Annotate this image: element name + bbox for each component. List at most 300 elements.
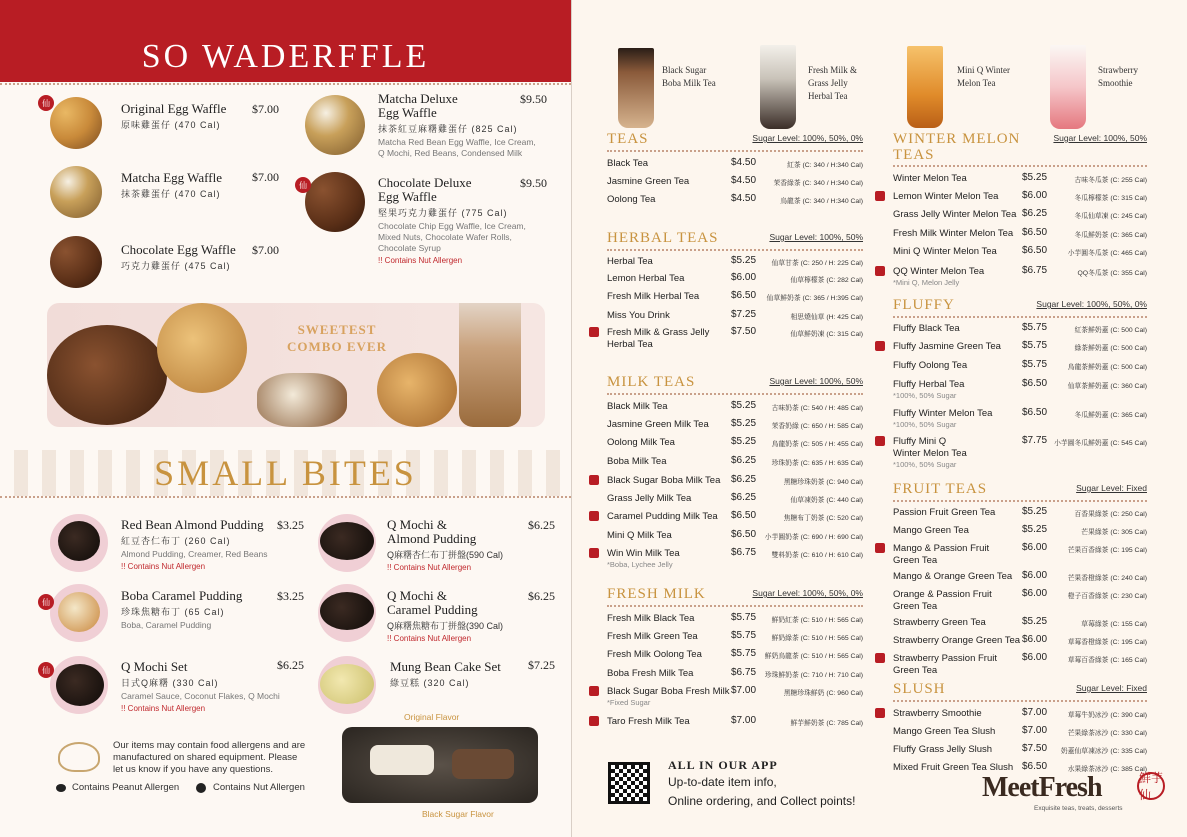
menu-item-mochi-caramel-pudding bbox=[387, 589, 527, 643]
chocolate-waffle-photo bbox=[50, 236, 102, 288]
drink-item-name: Fluffy Jasmine Green Tea bbox=[893, 341, 1001, 352]
drink-item-note: *100%, 50% Sugar bbox=[893, 420, 957, 429]
drink-item-price: $5.25 bbox=[731, 255, 757, 266]
drink-item-name: Lemon Herbal Tea bbox=[607, 273, 685, 284]
section-divider bbox=[893, 165, 1147, 167]
drink-label-line: Boba Milk Tea bbox=[662, 78, 716, 88]
item-price: $7.00 bbox=[252, 102, 279, 116]
drink-item-calories: 小芋圓冬瓜鮮奶蓋 (C: 545 Cal) bbox=[1054, 440, 1147, 447]
drink-item-price: $7.50 bbox=[731, 326, 757, 337]
sugar-level: Sugar Level: 100%, 50% bbox=[1053, 133, 1147, 143]
drink-item-calories: 冬瓜檸檬茶 (C: 315 Cal) bbox=[1074, 195, 1147, 202]
original-mochi-image bbox=[370, 745, 434, 775]
drink-item-name: Taro Fresh Milk Tea bbox=[607, 716, 690, 727]
signature-badge-icon bbox=[589, 475, 599, 485]
drink-item-calories: 綠茶鮮奶蓋 (C: 500 Cal) bbox=[1074, 345, 1147, 352]
drink-label-line: Melon Tea bbox=[957, 78, 996, 88]
signature-badge: 仙 bbox=[38, 95, 54, 111]
drink-item-name: Fluffy Oolong Tea bbox=[893, 360, 968, 371]
drink-item-price: $7.25 bbox=[731, 309, 757, 320]
drink-label-line: Fresh Milk & bbox=[808, 65, 858, 75]
item-name: Matcha Deluxe bbox=[378, 91, 458, 106]
drink-item-name: Strawberry Smoothie bbox=[893, 708, 982, 719]
drink-item-calories: 芒果綠茶 (C: 305 Cal) bbox=[1081, 529, 1147, 536]
section-title: FRESH MILK bbox=[607, 586, 706, 602]
drink-item-price: $6.25 bbox=[731, 474, 757, 485]
allergen-line2: manufactured on shared equipment. Please bbox=[113, 752, 298, 763]
drink-item-calories: 烏龍茶 (C: 340 / H:340 Cal) bbox=[780, 198, 863, 205]
drink-item-calories: 芒果百香綠茶 (C: 195 Cal) bbox=[1067, 547, 1147, 554]
combo-line2: COMBO EVER bbox=[287, 339, 387, 354]
sugar-level: Sugar Level: 100%, 50%, 0% bbox=[752, 133, 863, 143]
brand-seal: 鮮芋仙 bbox=[1139, 771, 1164, 802]
item-cn: Q麻糬杏仁布丁拼盤(590 Cal) bbox=[387, 550, 504, 560]
drink-item-name: Fluffy Winter Melon Tea bbox=[893, 408, 993, 419]
brand-logo: MeetFresh bbox=[982, 772, 1102, 803]
drink-item-name-line2: Green Tea bbox=[893, 665, 938, 676]
section-title: TEAS bbox=[607, 131, 649, 147]
nut-warning: !! Contains Nut Allergen bbox=[378, 256, 463, 265]
app-title: ALL IN OUR APP bbox=[668, 758, 778, 772]
menu-item-mung-bean-cake bbox=[390, 660, 501, 689]
drink-item-name: Fresh Milk Herbal Tea bbox=[607, 291, 700, 302]
item-desc-line2: Mixed Nuts, Chocolate Wafer Rolls, bbox=[378, 232, 512, 242]
matcha-waffle-photo bbox=[50, 166, 102, 218]
item-cn: 巧克力雞蛋仔 (475 Cal) bbox=[121, 261, 231, 271]
item-desc: Almond Pudding, Creamer, Red Beans bbox=[121, 549, 268, 559]
section-title-line2: TEAS bbox=[893, 147, 935, 163]
allergen-line1: Our items may contain food allergens and are bbox=[113, 740, 306, 751]
drink-item-calories: 相思燒仙草 (H: 425 Cal) bbox=[790, 314, 863, 321]
drink-item-price: $6.50 bbox=[731, 510, 757, 521]
drink-item-calories: 百香果綠茶 (C: 250 Cal) bbox=[1074, 511, 1147, 518]
drink-item-price: $5.75 bbox=[731, 630, 757, 641]
drink-item-calories: 仙草檸檬茶 (C: 282 Cal) bbox=[790, 277, 863, 284]
drink-item-name: Miss You Drink bbox=[607, 310, 670, 321]
section-divider bbox=[607, 605, 863, 607]
drink-item-calories: 草莓綠茶 (C: 155 Cal) bbox=[1081, 621, 1147, 628]
signature-badge: 仙 bbox=[38, 662, 54, 678]
mascot-icon bbox=[58, 742, 100, 772]
signature-badge-icon bbox=[589, 716, 599, 726]
drink-item-calories: QQ冬瓜茶 (C: 355 Cal) bbox=[1077, 270, 1147, 277]
drink-item-calories: 仙草茶鮮奶蓋 (C: 360 Cal) bbox=[1067, 383, 1147, 390]
drink-item-price: $7.00 bbox=[1022, 707, 1048, 718]
drink-item-price: $5.75 bbox=[731, 612, 757, 623]
mochi-flavors-photo bbox=[342, 727, 538, 803]
drink-item-price: $6.00 bbox=[1022, 190, 1048, 201]
menu-item-chocolate-waffle bbox=[121, 243, 236, 272]
drink-item-name: Mini Q Winter Melon Tea bbox=[893, 246, 997, 257]
drink-label-line: Smoothie bbox=[1098, 78, 1133, 88]
signature-badge-icon bbox=[875, 708, 885, 718]
app-line2: Online ordering, and Collect points! bbox=[668, 794, 856, 808]
matcha-deluxe-photo bbox=[305, 95, 365, 155]
item-cn: 紅豆杏仁布丁 (260 Cal) bbox=[121, 536, 231, 546]
drink-item-name: Passion Fruit Green Tea bbox=[893, 507, 996, 518]
drink-item-price: $7.00 bbox=[731, 715, 757, 726]
drink-item-price: $4.50 bbox=[731, 157, 757, 168]
drink-item-calories: 古味奶茶 (C: 540 / H: 485 Cal) bbox=[771, 405, 863, 412]
drink-item-calories: 橙子百香綠茶 (C: 230 Cal) bbox=[1067, 593, 1147, 600]
signature-badge: 仙 bbox=[295, 177, 311, 193]
nut-warning: !! Contains Nut Allergen bbox=[387, 634, 472, 643]
drink-item-price: $6.25 bbox=[731, 455, 757, 466]
drink-item-price: $5.25 bbox=[1022, 506, 1048, 517]
drink-item-price: $5.75 bbox=[1022, 340, 1048, 351]
drink-item-calories: 冬瓜仙草凍 (C: 245 Cal) bbox=[1074, 213, 1147, 220]
section-title: HERBAL TEAS bbox=[607, 230, 719, 246]
item-desc: Boba, Caramel Pudding bbox=[121, 620, 212, 630]
drink-label bbox=[808, 64, 857, 103]
drink-item-name: Fluffy Herbal Tea bbox=[893, 379, 965, 390]
menu-item-original-waffle bbox=[121, 102, 226, 131]
drink-item-note: *100%, 50% Sugar bbox=[893, 391, 957, 400]
drink-item-calories: 草莓百香綠茶 (C: 165 Cal) bbox=[1067, 657, 1147, 664]
drink-item-price: $4.50 bbox=[731, 193, 757, 204]
item-price: $6.25 bbox=[528, 518, 555, 532]
drink-item-name: Boba Milk Tea bbox=[607, 456, 667, 467]
item-name-line2: Egg Waffle bbox=[378, 105, 437, 120]
drink-item-name: Strawberry Green Tea bbox=[893, 617, 986, 628]
item-name: Q Mochi & bbox=[387, 588, 447, 603]
drink-item-name: Strawberry Passion Fruit bbox=[893, 653, 998, 664]
drink-item-name: Mango & Passion Fruit bbox=[893, 543, 990, 554]
app-qr-code[interactable] bbox=[608, 762, 650, 804]
signature-badge-icon bbox=[589, 511, 599, 521]
item-name: Mung Bean Cake Set bbox=[390, 659, 501, 674]
drink-item-price: $6.25 bbox=[1022, 208, 1048, 219]
peanut-allergen-label: Contains Peanut Allergen bbox=[72, 782, 180, 793]
drink-item-name: Fluffy Grass Jelly Slush bbox=[893, 744, 993, 755]
sugar-level: Sugar Level: Fixed bbox=[1076, 683, 1147, 693]
boba-caramel-pudding-photo bbox=[58, 592, 100, 632]
drink-item-calories: 仙草鮮奶茶 (C: 365 / H:395 Cal) bbox=[766, 295, 863, 302]
drink-item-calories: 焦糖布丁奶茶 (C: 520 Cal) bbox=[783, 515, 863, 522]
drink-item-calories: 小芋圓奶茶 (C: 690 / H: 690 Cal) bbox=[764, 534, 863, 541]
drink-item-note: *Mini Q, Melon Jelly bbox=[893, 278, 960, 287]
drink-label-line: Grass Jelly bbox=[808, 78, 848, 88]
drink-item-price: $4.50 bbox=[731, 175, 757, 186]
drink-item-name: Grass Jelly Winter Melon Tea bbox=[893, 209, 1017, 220]
nut-warning: !! Contains Nut Allergen bbox=[121, 704, 206, 713]
drink-item-calories: 冬瓜鮮奶茶 (C: 365 Cal) bbox=[1074, 232, 1147, 239]
drink-item-name: Fresh Milk Green Tea bbox=[607, 631, 698, 642]
drink-item-name: Fluffy Mini Q bbox=[893, 436, 947, 447]
item-price: $6.25 bbox=[277, 658, 304, 672]
original-waffle-photo bbox=[50, 97, 102, 149]
signature-badge-icon bbox=[875, 191, 885, 201]
combo-text bbox=[277, 321, 397, 355]
item-cn: 珍珠焦糖布丁 (65 Cal) bbox=[121, 607, 225, 617]
item-price: $7.00 bbox=[252, 243, 279, 257]
combo-line1: SWEETEST bbox=[297, 322, 377, 337]
sugar-level: Sugar Level: 100%, 50% bbox=[769, 232, 863, 242]
signature-badge-icon bbox=[875, 341, 885, 351]
mochi-caramel-photo bbox=[320, 592, 374, 630]
drink-item-price: $7.00 bbox=[1022, 725, 1048, 736]
drink-item-name-line2: Herbal Tea bbox=[607, 339, 653, 350]
item-cn: Q麻糬焦糖布丁拼盤(390 Cal) bbox=[387, 621, 504, 631]
drink-item-price: $7.00 bbox=[731, 685, 757, 696]
item-name: Q Mochi & bbox=[387, 517, 447, 532]
drink-item-name: Black Milk Tea bbox=[607, 401, 668, 412]
drink-item-calories: 茉香綠茶 (C: 340 / H:340 Cal) bbox=[773, 180, 863, 187]
drink-item-name-line2: Green Tea bbox=[893, 601, 938, 612]
drink-item-price: $6.25 bbox=[731, 492, 757, 503]
drink-item-calories: 古味冬瓜茶 (C: 255 Cal) bbox=[1074, 177, 1147, 184]
section-divider bbox=[607, 150, 863, 152]
drink-item-name: Jasmine Green Milk Tea bbox=[607, 419, 709, 430]
drink-item-name-line2: Winter Melon Tea bbox=[893, 448, 967, 459]
brand-tagline: Exquisite teas, treats, desserts bbox=[1034, 805, 1123, 812]
drink-item-name: Fresh Milk & Grass Jelly bbox=[607, 327, 710, 338]
drink-item-name: Fresh Milk Black Tea bbox=[607, 613, 695, 624]
drink-item-calories: 仙草甘茶 (C: 250 / H: 225 Cal) bbox=[771, 260, 863, 267]
signature-badge: 仙 bbox=[38, 594, 54, 610]
drink-item-calories: 鮮奶紅茶 (C: 510 / H: 565 Cal) bbox=[771, 617, 863, 624]
drink-item-calories: 小芋圓冬瓜茶 (C: 465 Cal) bbox=[1067, 250, 1147, 257]
q-mochi-set-photo bbox=[56, 664, 104, 706]
drink-item-note: *Boba, Lychee Jelly bbox=[607, 560, 673, 569]
item-desc-line3: Chocolate Syrup bbox=[378, 243, 441, 253]
drink-item-price: $5.25 bbox=[731, 418, 757, 429]
signature-badge-icon bbox=[589, 686, 599, 696]
item-cn: 堅果巧克力雞蛋仔 (775 Cal) bbox=[378, 208, 508, 218]
drink-item-name: Black Tea bbox=[607, 158, 649, 169]
drink-item-calories: 紅茶鮮奶蓋 (C: 500 Cal) bbox=[1074, 327, 1147, 334]
drink-item-price: $6.50 bbox=[731, 529, 757, 540]
drink-item-price: $6.50 bbox=[1022, 378, 1048, 389]
item-cn: 日式Q麻糬 (330 Cal) bbox=[121, 678, 219, 688]
item-price: $7.00 bbox=[252, 170, 279, 184]
drink-item-price: $7.50 bbox=[1022, 743, 1048, 754]
signature-badge-icon bbox=[875, 436, 885, 446]
drink-item-calories: 烏龍茶鮮奶蓋 (C: 500 Cal) bbox=[1067, 364, 1147, 371]
section-divider bbox=[893, 316, 1147, 318]
drink-item-calories: 奶蓋仙草凍冰沙 (C: 335 Cal) bbox=[1060, 748, 1147, 755]
section-title: MILK TEAS bbox=[607, 374, 696, 390]
drink-item-name: Orange & Passion Fruit bbox=[893, 589, 992, 600]
drink-item-price: $6.50 bbox=[1022, 227, 1048, 238]
drink-item-note: *Fixed Sugar bbox=[607, 698, 651, 707]
section-title: WINTER MELON bbox=[893, 131, 1021, 147]
small-bites-title: SMALL BITES bbox=[154, 453, 417, 493]
item-desc: Matcha Red Bean Egg Waffle, Ice Cream, bbox=[378, 137, 536, 147]
item-price: $3.25 bbox=[277, 518, 304, 532]
menu-item-matcha-waffle bbox=[121, 171, 222, 200]
drink-item-name: Fluffy Black Tea bbox=[893, 323, 960, 334]
item-desc: Chocolate Chip Egg Waffle, Ice Cream, bbox=[378, 221, 526, 231]
item-cn: 抹茶雞蛋仔 (470 Cal) bbox=[121, 189, 221, 199]
chocolate-deluxe-photo bbox=[305, 172, 365, 232]
item-name: Chocolate Deluxe bbox=[378, 175, 472, 190]
drink-item-price: $6.50 bbox=[1022, 407, 1048, 418]
item-price: $7.25 bbox=[528, 658, 555, 672]
drink-item-calories: 茉香奶綠 (C: 650 / H: 585 Cal) bbox=[771, 423, 863, 430]
drink-item-calories: 芒果香橙綠茶 (C: 240 Cal) bbox=[1067, 575, 1147, 582]
milk-tea-cup-image bbox=[459, 303, 521, 427]
app-line1: Up-to-date item info, bbox=[668, 775, 777, 789]
mochi-almond-photo bbox=[320, 522, 374, 560]
drink-item-name: Mango & Orange Green Tea bbox=[893, 571, 1013, 582]
drink-label bbox=[662, 64, 716, 90]
item-name: Q Mochi Set bbox=[121, 659, 188, 674]
item-price: $9.50 bbox=[520, 176, 547, 190]
item-name-line2: Caramel Pudding bbox=[387, 602, 478, 617]
sundae-image bbox=[257, 373, 347, 427]
drink-item-price: $6.75 bbox=[731, 667, 757, 678]
drink-item-price: $6.00 bbox=[1022, 634, 1048, 645]
drink-item-name: Strawberry Orange Green Tea bbox=[893, 635, 1021, 646]
drink-item-price: $6.75 bbox=[1022, 265, 1048, 276]
waffle-image bbox=[157, 303, 247, 393]
drink-item-name: Oolong Milk Tea bbox=[607, 437, 675, 448]
nut-icon bbox=[196, 783, 206, 793]
drink-label-line: Black Sugar bbox=[662, 65, 707, 75]
drink-item-name: Grass Jelly Milk Tea bbox=[607, 493, 692, 504]
item-cn: 抹茶紅豆麻糬雞蛋仔 (825 Cal) bbox=[378, 124, 518, 134]
drink-item-price: $6.50 bbox=[1022, 245, 1048, 256]
section-title: FLUFFY bbox=[893, 297, 955, 313]
menu-item-red-bean-pudding bbox=[121, 518, 267, 571]
nut-allergen-label: Contains Nut Allergen bbox=[213, 782, 305, 793]
mung-bean-cake-photo bbox=[320, 664, 374, 704]
drink-item-price: $6.75 bbox=[731, 547, 757, 558]
drink-item-calories: 鮮芋鮮奶茶 (C: 785 Cal) bbox=[790, 720, 863, 727]
item-desc: Caramel Sauce, Coconut Flakes, Q Mochi bbox=[121, 691, 280, 701]
drink-item-calories: 珍珠奶茶 (C: 635 / H: 635 Cal) bbox=[771, 460, 863, 467]
drink-item-price: $5.25 bbox=[1022, 524, 1048, 535]
black-sugar-mochi-image bbox=[452, 749, 514, 779]
drink-item-calories: 草莓牛奶冰沙 (C: 390 Cal) bbox=[1067, 712, 1147, 719]
drink-label-line: Mini Q Winter bbox=[957, 65, 1010, 75]
drink-item-calories: 草莓香橙綠茶 (C: 195 Cal) bbox=[1067, 639, 1147, 646]
drink-item-calories: 鮮奶綠茶 (C: 510 / H: 565 Cal) bbox=[771, 635, 863, 642]
drink-item-price: $5.25 bbox=[1022, 616, 1048, 627]
drink-item-calories: 芒果綠茶冰沙 (C: 330 Cal) bbox=[1067, 730, 1147, 737]
item-cn: 綠豆糕 (320 Cal) bbox=[390, 678, 470, 688]
drink-item-name: Black Sugar Boba Fresh Milk bbox=[607, 686, 730, 697]
drink-item-name-line2: Green Tea bbox=[893, 555, 938, 566]
item-price: $3.25 bbox=[277, 589, 304, 603]
waffle-section-title: SO WADERFFLE bbox=[141, 38, 430, 75]
sugar-level: Sugar Level: 100%, 50%, 0% bbox=[752, 588, 863, 598]
drink-item-name: Mango Green Tea bbox=[893, 525, 969, 536]
winter-melon-cup bbox=[907, 46, 943, 128]
menu-item-q-mochi-set bbox=[121, 660, 280, 713]
red-bean-pudding-photo bbox=[58, 521, 100, 561]
drink-item-name: QQ Winter Melon Tea bbox=[893, 266, 985, 277]
item-name: Boba Caramel Pudding bbox=[121, 588, 243, 603]
drink-item-price: $5.25 bbox=[731, 400, 757, 411]
signature-badge-icon bbox=[589, 548, 599, 558]
drink-label bbox=[1098, 64, 1138, 90]
drink-item-calories: 雙料奶茶 (C: 610 / H: 610 Cal) bbox=[771, 552, 863, 559]
combo-banner bbox=[47, 303, 545, 427]
nut-warning: !! Contains Nut Allergen bbox=[121, 562, 206, 571]
item-price: $6.25 bbox=[528, 589, 555, 603]
drink-item-calories: 黑糖珍珠奶茶 (C: 940 Cal) bbox=[783, 479, 863, 486]
divider-dotted bbox=[0, 496, 571, 498]
signature-badge-icon bbox=[875, 266, 885, 276]
waffle-image bbox=[377, 353, 457, 427]
drink-item-name: Fresh Milk Oolong Tea bbox=[607, 649, 702, 660]
drink-item-price: $6.00 bbox=[1022, 570, 1048, 581]
chocolate-waffle-image bbox=[47, 325, 167, 425]
black-sugar-boba-cup bbox=[618, 48, 654, 128]
strawberry-smoothie-cup bbox=[1050, 45, 1086, 129]
grass-jelly-cup bbox=[760, 45, 796, 129]
allergen-line3: let us know if you have any questions. bbox=[113, 764, 274, 775]
item-name: Chocolate Egg Waffle bbox=[121, 242, 236, 257]
drink-item-calories: 仙草鮮奶凍 (C: 315 Cal) bbox=[790, 331, 863, 338]
menu-item-mochi-almond-pudding bbox=[387, 518, 527, 572]
drink-item-name: Black Sugar Boba Milk Tea bbox=[607, 475, 721, 486]
item-cn: 原味雞蛋仔 (470 Cal) bbox=[121, 120, 221, 130]
drink-item-price: $6.00 bbox=[1022, 542, 1048, 553]
drink-item-price: $6.50 bbox=[731, 290, 757, 301]
section-divider bbox=[607, 393, 863, 395]
drink-item-calories: 珍珠鮮奶茶 (C: 710 / H: 710 Cal) bbox=[764, 672, 863, 679]
signature-badge-icon bbox=[875, 543, 885, 553]
left-page bbox=[0, 0, 571, 837]
drink-item-price: $5.75 bbox=[731, 648, 757, 659]
section-title: FRUIT TEAS bbox=[893, 481, 988, 497]
section-divider bbox=[607, 249, 863, 251]
drink-item-price: $5.25 bbox=[731, 436, 757, 447]
drink-item-price: $5.25 bbox=[1022, 172, 1048, 183]
drink-item-calories: 烏龍奶茶 (C: 505 / H: 455 Cal) bbox=[771, 441, 863, 448]
item-name: Red Bean Almond Pudding bbox=[121, 517, 264, 532]
allergen-notice bbox=[113, 740, 305, 776]
drink-item-name: Fresh Milk Winter Melon Tea bbox=[893, 228, 1014, 239]
sugar-level: Sugar Level: Fixed bbox=[1076, 483, 1147, 493]
item-price: $9.50 bbox=[520, 92, 547, 106]
drink-item-name: Oolong Tea bbox=[607, 194, 656, 205]
drink-item-price: $5.75 bbox=[1022, 359, 1048, 370]
sugar-level: Sugar Level: 100%, 50%, 0% bbox=[1036, 299, 1147, 309]
drink-item-calories: 冬瓜鮮奶蓋 (C: 365 Cal) bbox=[1074, 412, 1147, 419]
divider-dotted bbox=[0, 83, 571, 85]
drink-item-calories: 紅茶 (C: 340 / H:340 Cal) bbox=[787, 162, 863, 169]
item-desc-line2: Q Mochi, Red Beans, Condensed Milk bbox=[378, 148, 523, 158]
item-name-line2: Almond Pudding bbox=[387, 531, 477, 546]
drink-item-price: $6.00 bbox=[731, 272, 757, 283]
drink-item-price: $6.00 bbox=[1022, 652, 1048, 663]
drink-item-name: Mixed Fruit Green Tea Slush bbox=[893, 762, 1014, 773]
item-name: Original Egg Waffle bbox=[121, 101, 227, 116]
peanut-icon bbox=[56, 784, 66, 792]
section-divider bbox=[893, 700, 1147, 702]
drink-item-name: Winter Melon Tea bbox=[893, 173, 967, 184]
original-flavor-label: Original Flavor bbox=[404, 712, 460, 722]
drink-item-price: $6.50 bbox=[1022, 761, 1048, 772]
drink-item-calories: 鮮奶烏龍茶 (C: 510 / H: 565 Cal) bbox=[764, 653, 863, 660]
drink-item-price: $6.00 bbox=[1022, 588, 1048, 599]
item-name: Matcha Egg Waffle bbox=[121, 170, 222, 185]
signature-badge-icon bbox=[589, 327, 599, 337]
drink-item-name: Win Win Milk Tea bbox=[607, 548, 680, 559]
drink-item-price: $7.75 bbox=[1022, 435, 1048, 446]
drink-label bbox=[957, 64, 1010, 90]
drink-item-price: $5.75 bbox=[1022, 322, 1048, 333]
drink-item-name: Caramel Pudding Milk Tea bbox=[607, 511, 718, 522]
black-sugar-flavor-label: Black Sugar Flavor bbox=[422, 809, 494, 819]
section-divider bbox=[893, 500, 1147, 502]
signature-badge-icon bbox=[875, 653, 885, 663]
drink-label-line: Herbal Tea bbox=[808, 91, 848, 101]
